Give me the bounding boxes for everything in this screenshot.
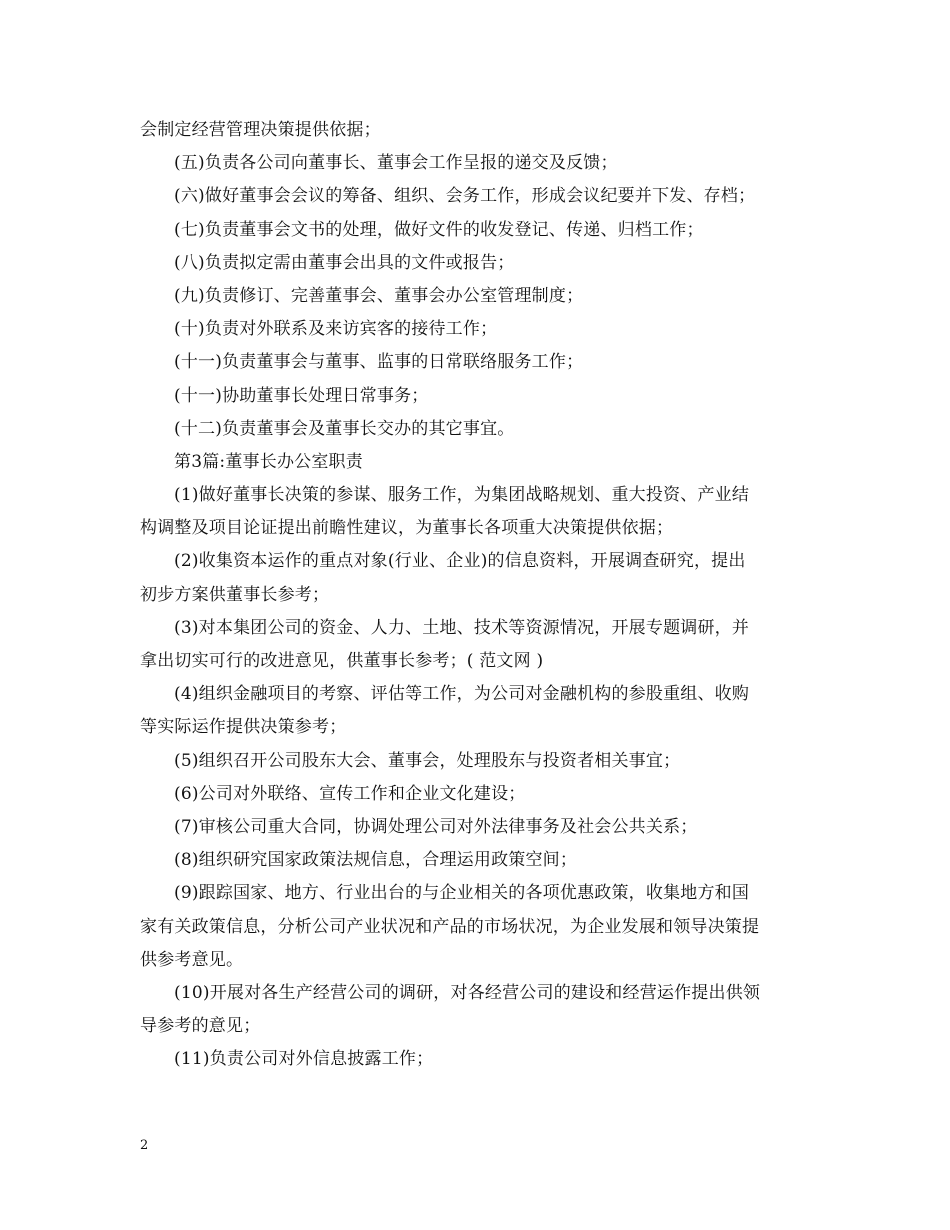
section-heading: 第3篇:董事长办公室职责 (174, 451, 363, 472)
text-line: 会制定经营管理决策提供依据； (140, 120, 381, 140)
text-line: 导参考的意见； (140, 1016, 261, 1037)
text-line: (11)负责公司对外信息披露工作； (174, 1049, 434, 1070)
text-line: (10)开展对各生产经营公司的调研，对各经营公司的建设和经营运作提出供领 (174, 982, 761, 1003)
document-body (140, 114, 812, 1076)
text-line: (1)做好董事长决策的参谋、服务工作，为集团战略规划、重大投资、产业结 (174, 485, 750, 506)
text-line: (十一)协助董事长处理日常事务； (174, 385, 429, 406)
text-line: 家有关政策信息，分析公司产业状况和产品的市场状况，为企业发展和领导决策提 (140, 916, 760, 937)
text-line: 构调整及项目论证提出前瞻性建议，为董事长各项重大决策提供依据； (140, 518, 674, 539)
text-line: (2)收集资本运作的重点对象(行业、企业)的信息资料，开展调查研究，提出 (174, 551, 746, 572)
text-line: (8)组织研究国家政策法规信息，合理运用政策空间； (174, 850, 578, 871)
text-line: (六)做好董事会会议的筹备、组织、会务工作，形成会议纪要并下发、存档； (174, 186, 756, 207)
text-line: 初步方案供董事长参考； (140, 584, 330, 605)
text-line: (十)负责对外联系及来访宾客的接待工作； (174, 319, 498, 340)
text-line: (十二)负责董事会及董事长交办的其它事宜。 (174, 418, 515, 439)
text-line: 供参考意见。 (140, 949, 244, 970)
page-number: 2 (140, 1138, 149, 1153)
text-line: (4)组织金融项目的考察、评估等工作，为公司对金融机构的参股重组、收购 (174, 684, 750, 705)
text-line: (十一)负责董事会与董事、监事的日常联络服务工作； (174, 352, 584, 373)
text-line: (八)负责拟定需由董事会出具的文件或报告； (174, 252, 515, 273)
text-line: (6)公司对外联络、宣传工作和企业文化建设； (174, 783, 526, 804)
text-line: (9)跟踪国家、地方、行业出台的与企业相关的各项优惠政策，收集地方和国 (174, 883, 750, 904)
text-line: (九)负责修订、完善董事会、董事会办公室管理制度； (174, 285, 584, 306)
text-line: (7)审核公司重大合同，协调处理公司对外法律事务及社会公共关系； (174, 816, 698, 837)
text-line: 拿出切实可行的改进意见，供董事长参考；( 范文网 ) (140, 651, 544, 671)
text-line: (五)负责各公司向董事长、董事会工作呈报的递交及反馈； (174, 153, 618, 174)
text-line: (3)对本集团公司的资金、人力、土地、技术等资源情况，开展专题调研，并 (174, 617, 750, 638)
text-line: (七)负责董事会文书的处理，做好文件的收发登记、传递、归档工作； (174, 219, 704, 240)
text-line: 等实际运作提供决策参考； (140, 717, 347, 738)
text-line: (5)组织召开公司股东大会、董事会，处理股东与投资者相关事宜； (174, 750, 681, 771)
